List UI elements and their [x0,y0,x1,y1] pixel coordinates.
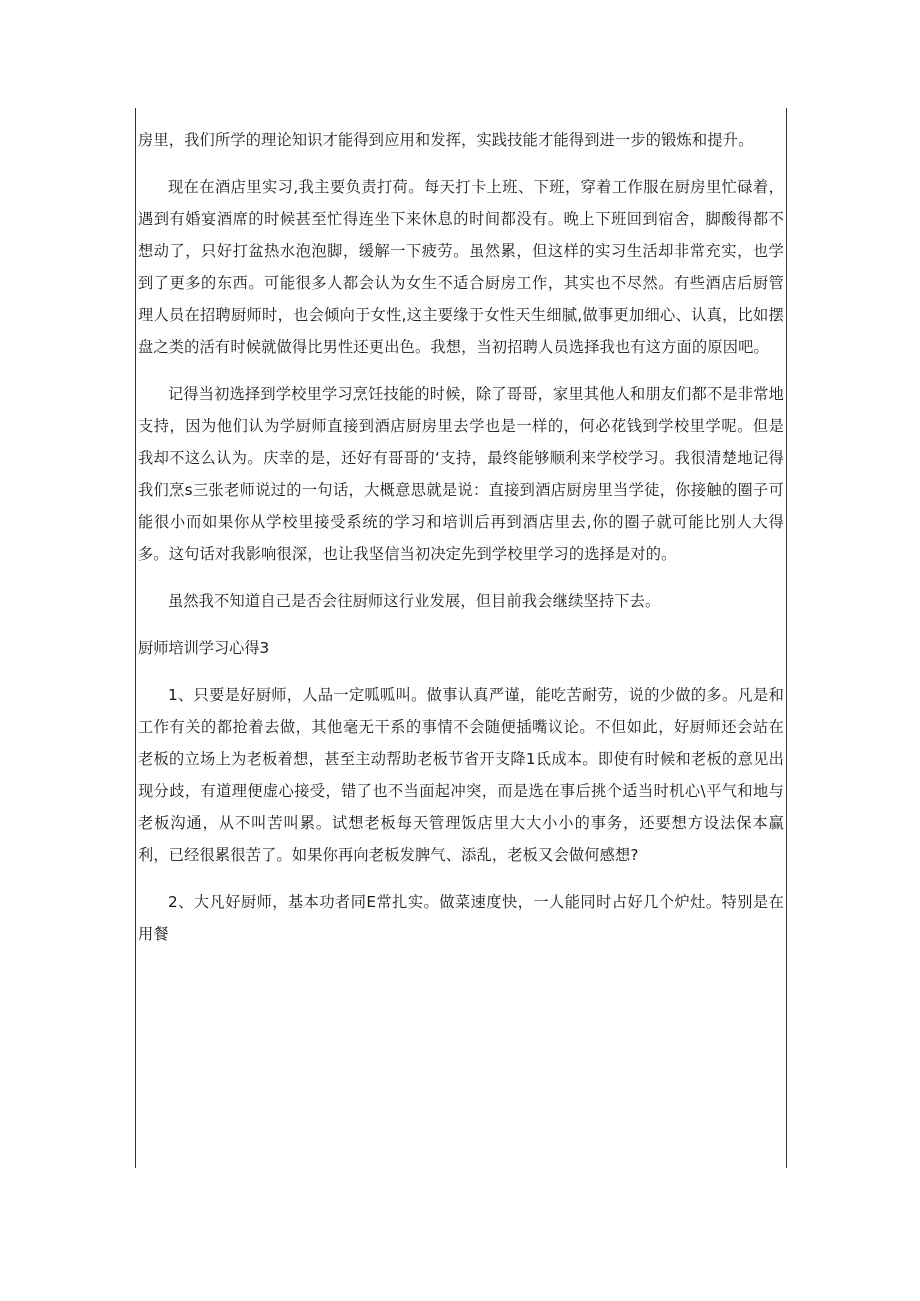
paragraph: 虽然我不知道自己是否会往厨师这行业发展，但目前我会继续坚持下去。 [168,592,661,610]
document-body [138,124,784,965]
paragraph: 房里，我们所学的理论知识才能得到应用和发挥，实践技能才能得到进一步的锻炼和提升。 [138,131,754,149]
section-title: 厨师培训学习心得3 [138,639,270,657]
paragraph: 2、大凡好厨师，基本功者同E常扎实。做菜速度快，一人能同时占好几个炉灶。特别是在用餐 [138,893,784,943]
paragraph: 1、只要是好厨师，人品一定呱呱叫。做事认真严谨，能吃苦耐劳，说的少做的多。凡是和工作有关的都抢着去做，其他毫无干系的事情不会随便插嘴议论。不但如此，好厨师还会站在老板的立场上为老板着想，甚至主动帮助老板节省开支降1氐成本。即使有时候和老板的意见出现分歧，有道理便虚心接受，错了也不当面起冲突，而是选在事后挑个适当时机心\平气和地与老板沟通，从不叫苦叫累。试想老板每天管理饭店里大大小小的事务，还要想方设法保本赢利，已经很累很苦了。如果你再向老板发脾气、添乱，老板又会做何感想? [138,686,784,864]
paragraph: 现在在酒店里实习,我主要负责打荷。每天打卡上班、下班，穿着工作服在厨房里忙碌着，遇到有婚宴酒席的时候甚至忙得连坐下来休息的时间都没有。晚上下班回到宿舍，脚酸得都不想动了，只好打盆热水泡泡脚，缓解一下疲劳。虽然累，但这样的实习生活却非常充实，也学到了更多的东西。可能很多人都会认为女生不适合厨房工作，其实也不尽然。有些酒店后厨管理人员在招聘厨师时，也会倾向于女性,这主要缘于女性天生细腻,做事更加细心、认真，比如摆盘之类的活有时候就做得比男性还更出色。我想，当初招聘人员选择我也有这方面的原因吧。 [138,178,784,356]
paragraph: 记得当初选择到学校里学习烹饪技能的时候，除了哥哥，家里其他人和朋友们都不是非常地支持，因为他们认为学厨师直接到酒店厨房里去学也是一样的，何必花钱到学校里学呢。但是我却不这么认为。庆幸的是，还好有哥哥的‘支持，最终能够顺利来学校学习。我很清楚地记得我们烹s三张老师说过的一句话，大概意思就是说：直接到酒店厨房里当学徒，你接触的圈子可能很小而如果你从学校里接受系统的学习和培训后再到酒店里去,你的圈子就可能比别人大得多。这句话对我影响很深，也让我坚信当初决定先到学校里学习的选择是对的。 [138,385,784,563]
